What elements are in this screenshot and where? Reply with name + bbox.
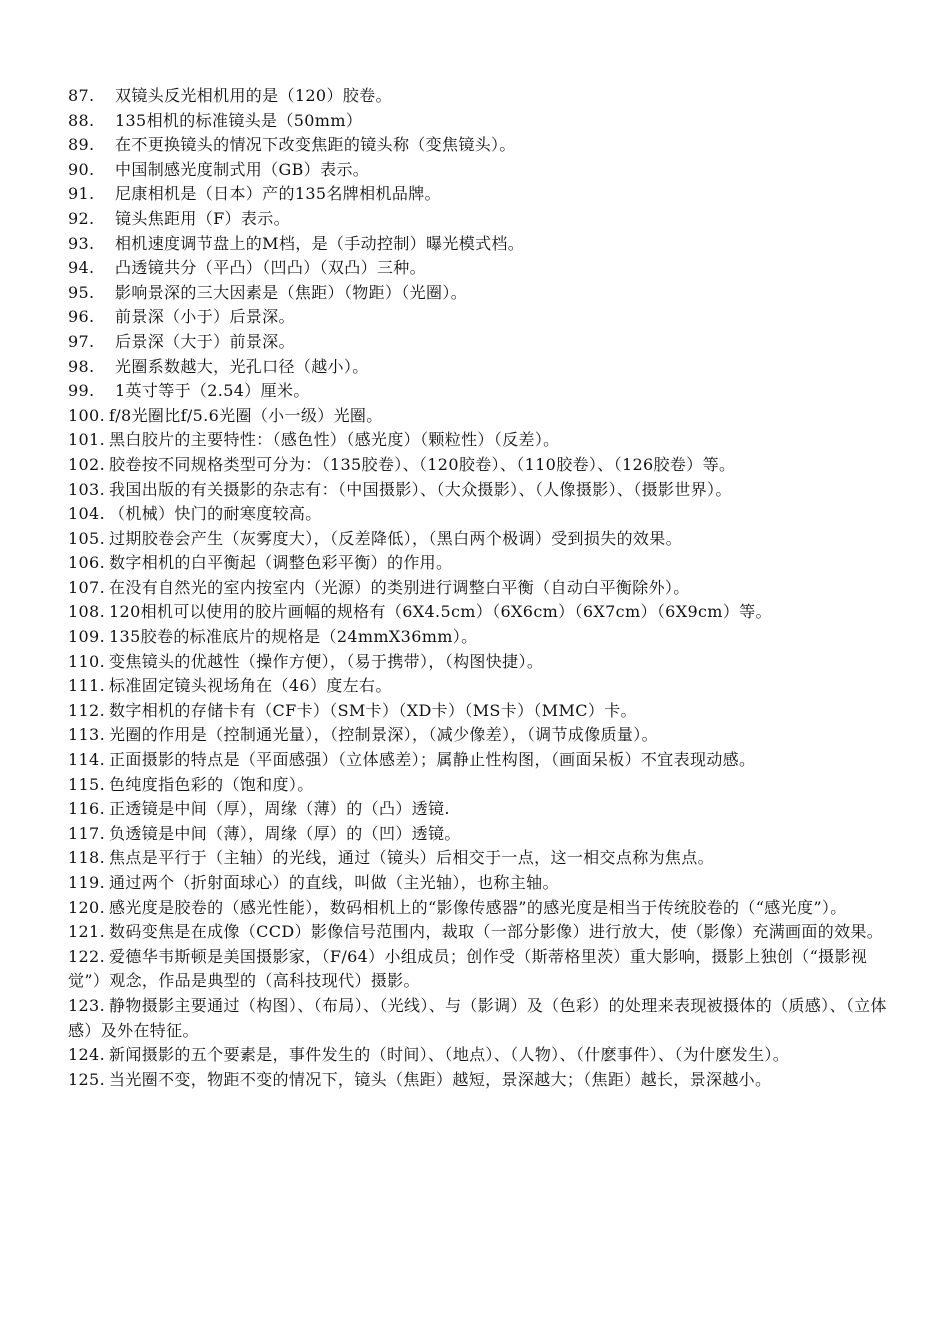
item-number: 91. bbox=[68, 184, 95, 204]
item-text: 过期胶卷会产生（灰雾度大），（反差降低），（黑白两个极调）受到损失的效果。 bbox=[109, 528, 682, 548]
item-text: 凸透镜共分（平凸）（凹凸）（双凸）三种。 bbox=[115, 258, 427, 278]
item-text: 数字相机的存储卡有（CF卡）（SM卡）（XD卡）（MS卡）（MMC）卡。 bbox=[109, 700, 637, 720]
item-text: 在不更换镜头的情况下改变焦距的镜头称（变焦镜头）。 bbox=[115, 135, 516, 155]
item-number: 116. bbox=[68, 799, 106, 819]
item-number: 103. bbox=[68, 479, 106, 499]
item-text: 胶卷按不同规格类型可分为：（135胶卷）、（120胶卷）、（110胶卷）、（126胶卷）等。 bbox=[109, 454, 736, 474]
list-item bbox=[68, 1068, 900, 1093]
list-item bbox=[68, 502, 900, 527]
question-list bbox=[68, 84, 900, 1092]
item-number: 96. bbox=[68, 307, 95, 327]
item-number: 90. bbox=[68, 159, 95, 179]
list-item bbox=[68, 871, 900, 896]
item-text: 尼康相机是（日本）产的135名牌相机品牌。 bbox=[115, 184, 441, 204]
item-text: 光圈的作用是（控制通光量），（控制景深），（减少像差），（调节成像质量）。 bbox=[109, 725, 658, 745]
list-item bbox=[68, 133, 900, 158]
item-number: 110. bbox=[68, 651, 106, 671]
list-item bbox=[68, 207, 900, 232]
item-text: 后景深（大于）前景深。 bbox=[115, 331, 295, 351]
list-item bbox=[68, 576, 900, 601]
list-item bbox=[68, 945, 900, 994]
item-text: 前景深（小于）后景深。 bbox=[115, 307, 295, 327]
item-number: 93. bbox=[68, 233, 95, 253]
item-number: 115. bbox=[68, 774, 106, 794]
list-item bbox=[68, 822, 900, 847]
list-item bbox=[68, 748, 900, 773]
item-number: 100. bbox=[68, 405, 106, 425]
item-number: 98. bbox=[68, 356, 95, 376]
list-item bbox=[68, 330, 900, 355]
list-item bbox=[68, 699, 900, 724]
item-number: 120. bbox=[68, 897, 106, 917]
item-number: 89. bbox=[68, 135, 95, 155]
list-item bbox=[68, 428, 900, 453]
item-text: 双镜头反光相机用的是（120）胶卷。 bbox=[115, 86, 392, 105]
item-text: f/8光圈比f/5.6光圈（小一级）光圈。 bbox=[109, 405, 383, 425]
item-number: 92. bbox=[68, 208, 95, 228]
list-item bbox=[68, 355, 900, 380]
list-item bbox=[68, 920, 900, 945]
item-text: 我国出版的有关摄影的杂志有：（中国摄影）、（大众摄影）、（人像摄影）、（摄影世界）。 bbox=[109, 479, 732, 499]
item-number: 121. bbox=[68, 922, 106, 942]
item-text: 中国制感光度制式用（GB）表示。 bbox=[115, 159, 370, 179]
item-text: 数码变焦是在成像（CCD）影像信号范围内，裁取（一部分影像）进行放大，使（影像）充满画面的效果。 bbox=[109, 922, 884, 942]
item-number: 106. bbox=[68, 553, 106, 573]
item-number: 123. bbox=[68, 995, 106, 1015]
item-text: 当光圈不变，物距不变的情况下，镜头（焦距）越短，景深越大；（焦距）越长，景深越小。 bbox=[109, 1069, 772, 1089]
item-number: 112. bbox=[68, 700, 106, 720]
item-number: 88. bbox=[68, 110, 95, 130]
item-number: 87. bbox=[68, 86, 95, 105]
item-number: 105. bbox=[68, 528, 106, 548]
item-text: 变焦镜头的优越性（操作方便），（易于携带），（构图快捷）。 bbox=[109, 651, 544, 671]
item-number: 94. bbox=[68, 258, 95, 278]
list-item bbox=[68, 453, 900, 478]
item-text: 色纯度指色彩的（饱和度）。 bbox=[109, 774, 314, 794]
item-text: 标准固定镜头视场角在（46）度左右。 bbox=[109, 676, 392, 696]
list-item bbox=[68, 305, 900, 330]
item-text: （机械）快门的耐寒度较高。 bbox=[109, 504, 322, 524]
list-item bbox=[68, 994, 900, 1043]
item-text: 正透镜是中间（厚），周缘（薄）的（凸）透镜. bbox=[109, 799, 450, 819]
list-item bbox=[68, 232, 900, 257]
list-item bbox=[68, 551, 900, 576]
item-text: 负透镜是中间（薄），周缘（厚）的（凹）透镜。 bbox=[109, 823, 461, 843]
item-number: 102. bbox=[68, 454, 106, 474]
list-item bbox=[68, 158, 900, 183]
item-number: 99. bbox=[68, 381, 95, 401]
item-text: 正面摄影的特点是（平面感强）（立体感差）；属静止性构图，（画面呆板）不宜表现动感。 bbox=[109, 750, 756, 770]
item-text: 相机速度调节盘上的M档，是（手动控制）曝光模式档。 bbox=[115, 233, 525, 253]
item-text: 静物摄影主要通过（构图）、（布局）、（光线）、与（影调）及（色彩）的处理来表现被摄体的（质感）、（立体感）及外在特征。 bbox=[68, 995, 887, 1040]
item-text: 影响景深的三大因素是（焦距）（物距）（光圈）。 bbox=[115, 282, 468, 302]
item-text: 感光度是胶卷的（感光性能），数码相机上的“影像传感器”的感光度是相当于传统胶卷的（“感光度”）。 bbox=[109, 897, 847, 917]
list-item bbox=[68, 109, 900, 134]
item-text: 黑白胶片的主要特性：（感色性）（感光度）（颗粒性）（反差）。 bbox=[109, 430, 560, 450]
list-item bbox=[68, 281, 900, 306]
list-item bbox=[68, 379, 900, 404]
list-item bbox=[68, 256, 900, 281]
item-number: 101. bbox=[68, 430, 106, 450]
list-item bbox=[68, 650, 900, 675]
list-item bbox=[68, 478, 900, 503]
item-number: 97. bbox=[68, 331, 95, 351]
item-text: 新闻摄影的五个要素是，事件发生的（时间）、（地点）、（人物）、（什麽事件）、（为什麽发生）。 bbox=[109, 1045, 790, 1065]
list-item bbox=[68, 84, 900, 109]
item-number: 118. bbox=[68, 848, 106, 868]
item-text: 数字相机的白平衡起（调整色彩平衡）的作用。 bbox=[109, 553, 453, 573]
list-item bbox=[68, 723, 900, 748]
list-item bbox=[68, 600, 900, 625]
item-number: 104. bbox=[68, 504, 106, 524]
list-item bbox=[68, 797, 900, 822]
item-number: 124. bbox=[68, 1045, 106, 1065]
item-number: 113. bbox=[68, 725, 106, 745]
list-item bbox=[68, 896, 900, 921]
list-item bbox=[68, 1043, 900, 1068]
item-text: 135胶卷的标准底片的规格是（24mmX36mm）。 bbox=[109, 627, 478, 647]
item-number: 117. bbox=[68, 823, 106, 843]
list-item bbox=[68, 773, 900, 798]
list-item bbox=[68, 674, 900, 699]
item-number: 95. bbox=[68, 282, 95, 302]
item-number: 114. bbox=[68, 750, 106, 770]
item-text: 在没有自然光的室内按室内（光源）的类别进行调整白平衡（自动白平衡除外）。 bbox=[109, 577, 690, 597]
list-item bbox=[68, 527, 900, 552]
list-item bbox=[68, 404, 900, 429]
item-text: 爱德华韦斯顿是美国摄影家，（F/64）小组成员；创作受（斯蒂格里茨）重大影响，摄影上独创（“摄影视觉”）观念，作品是典型的（高科技现代）摄影。 bbox=[68, 946, 868, 991]
list-item bbox=[68, 625, 900, 650]
item-number: 109. bbox=[68, 627, 106, 647]
item-text: 120相机可以使用的胶片画幅的规格有（6X4.5cm）（6X6cm）（6X7cm）（6X9cm）等。 bbox=[109, 602, 772, 622]
item-text: 光圈系数越大，光孔口径（越小）。 bbox=[115, 356, 369, 376]
item-text: 135相机的标准镜头是（50mm） bbox=[115, 110, 363, 130]
item-number: 111. bbox=[68, 676, 106, 696]
item-number: 125. bbox=[68, 1069, 106, 1089]
item-text: 镜头焦距用（F）表示。 bbox=[115, 208, 290, 228]
item-text: 1英寸等于（2.54）厘米。 bbox=[115, 381, 310, 401]
item-number: 107. bbox=[68, 577, 106, 597]
item-text: 焦点是平行于（主轴）的光线，通过（镜头）后相交于一点，这一相交点称为焦点。 bbox=[109, 848, 714, 868]
list-item bbox=[68, 182, 900, 207]
item-number: 122. bbox=[68, 946, 106, 966]
list-item bbox=[68, 846, 900, 871]
item-number: 108. bbox=[68, 602, 106, 622]
item-number: 119. bbox=[68, 873, 106, 892]
item-text: 通过两个（折射面球心）的直线，叫做（主光轴），也称主轴。 bbox=[109, 873, 559, 892]
